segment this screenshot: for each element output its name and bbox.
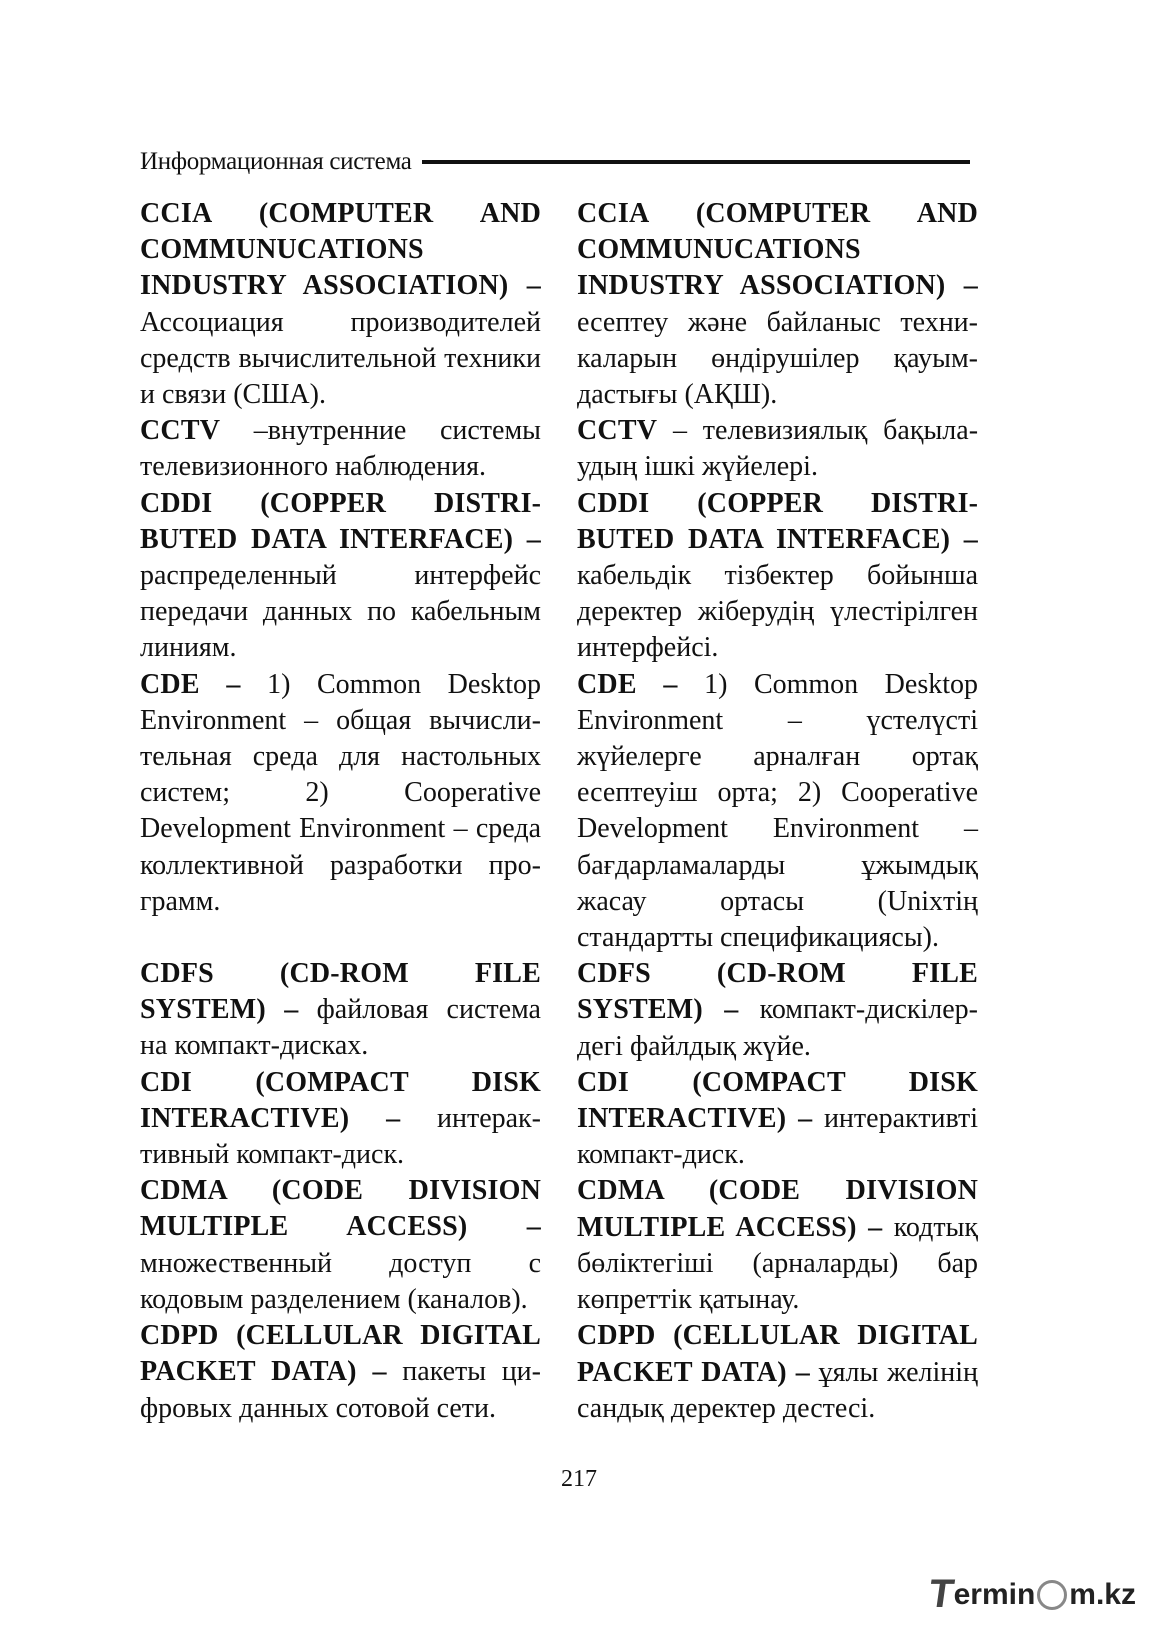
watermark-logo bbox=[926, 1572, 1136, 1617]
term: CDPD (CELLULAR DIGITAL PACKET DATA) – bbox=[140, 1320, 541, 1388]
definition: Ассоциация производителей средств вычислительной техники и связи (США). bbox=[140, 306, 541, 411]
term: CDFS (CD-ROM FILE SYSTEM) – bbox=[577, 958, 978, 1026]
term: CDPD (CELLULAR DIGITAL PACKET DATA) – bbox=[577, 1320, 978, 1388]
magnifier-icon bbox=[1037, 1580, 1067, 1610]
definition: пакеты цифровых данных сотовой сети. bbox=[140, 1356, 541, 1424]
entry-cdpd-kk bbox=[577, 1318, 978, 1427]
entry-cde-ru bbox=[140, 667, 541, 920]
entry-cdfs-ru bbox=[140, 956, 541, 1065]
definition: 1) Common Desktop Environment – общая вычислительная среда для настольных систем; 2) Cooperative Development Environment – среда коллективной разработки программ. bbox=[140, 668, 541, 917]
watermark-text-b: m.kz bbox=[1069, 1577, 1136, 1611]
definition: интерактивті компакт-диск. bbox=[577, 1103, 978, 1171]
definition: –внутренние системы телевизионного наблюдения. bbox=[140, 415, 541, 483]
term: CDMA (CODE DIVISION MULTIPLE ACCESS) – bbox=[140, 1175, 541, 1243]
term: CDDI (COPPER DISTRIBUTED DATA INTERFACE) – bbox=[140, 487, 541, 555]
watermark-text-a: ermin bbox=[953, 1577, 1036, 1611]
term: CDDI (COPPER DISTRIBUTED DATA INTERFACE) – bbox=[577, 487, 978, 555]
entry-cdpd-ru bbox=[140, 1318, 541, 1427]
entry-cde-kk bbox=[577, 667, 978, 957]
watermark-t-glyph: T bbox=[926, 1572, 957, 1616]
term: CDE – bbox=[577, 668, 678, 700]
running-header bbox=[140, 145, 970, 179]
entry-cctv-ru bbox=[140, 413, 541, 485]
page-number: 217 bbox=[561, 1466, 597, 1492]
entry-cdfs-kk bbox=[577, 956, 978, 1065]
entry-cdi-kk bbox=[577, 1065, 978, 1174]
entry-ccia-ru bbox=[140, 196, 541, 413]
definition: кабельдік тізбектер бойынша деректер жіберудің үлестірілген интерфейсі. bbox=[577, 560, 978, 664]
entry-cdma-ru bbox=[140, 1173, 541, 1318]
term: CCTV bbox=[577, 415, 658, 447]
definition: – телевизиялық бақылаудың ішкі жүйелері. bbox=[577, 415, 979, 483]
entry-cddi-ru bbox=[140, 486, 541, 667]
term: CDFS (CD-ROM FILE SYSTEM) – bbox=[140, 958, 541, 1026]
definition: файловая система на компакт-дисках. bbox=[140, 994, 541, 1062]
running-header-title: Информационная система bbox=[140, 148, 412, 175]
entry-ccia-kk bbox=[577, 196, 978, 413]
term: CDI (COMPACT DISK INTERACTIVE) – bbox=[577, 1066, 978, 1135]
term: CCTV bbox=[140, 415, 221, 447]
entry-cdma-kk bbox=[577, 1173, 978, 1318]
spacer bbox=[140, 920, 541, 956]
definition: кодтық бөліктегіші (арналарды) бар көпреттік қатынау. bbox=[577, 1211, 978, 1316]
header-rule bbox=[422, 160, 970, 164]
right-column bbox=[577, 196, 978, 1427]
entry-cctv-kk bbox=[577, 413, 978, 485]
term: CCIA (COMPUTER AND COMMUNUCATIONS INDUSTRY ASSOCIATION) – bbox=[140, 198, 541, 302]
definition: интерактивный компакт-диск. bbox=[140, 1102, 541, 1171]
definition: есептеу және байланыс техникаларын өндірушілер қауымдастығы (АҚШ). bbox=[577, 306, 978, 411]
definition: компакт-дискілердегі файлдық жүйе. bbox=[577, 994, 978, 1062]
term: CDI (COMPACT DISK INTERACTIVE) – bbox=[140, 1066, 541, 1134]
definition: распределенный интерфейс передачи данных по кабельным линиям. bbox=[140, 560, 541, 664]
entry-cdi-ru bbox=[140, 1065, 541, 1174]
term: CCIA (COMPUTER AND COMMUNUCATIONS INDUSTRY ASSOCIATION) – bbox=[577, 198, 978, 302]
term: CDE – bbox=[140, 668, 241, 700]
definition: 1) Common Desktop Environment – үстелүсті жүйелерге арналған ортақ есептеуіш орта; 2) Cooperative Development Environment – бағдарламаларды ұжымдық жасау ортасы (Unixтің стандартты спецификациясы). bbox=[577, 668, 978, 954]
definition: ұялы желінің сандық деректер дестесі. bbox=[577, 1356, 978, 1424]
entry-cddi-kk bbox=[577, 486, 978, 667]
left-column bbox=[140, 196, 541, 1427]
definition: множественный доступ с кодовым разделением (каналов). bbox=[140, 1247, 541, 1315]
term: CDMA (CODE DIVISION MULTIPLE ACCESS) – bbox=[577, 1175, 978, 1243]
